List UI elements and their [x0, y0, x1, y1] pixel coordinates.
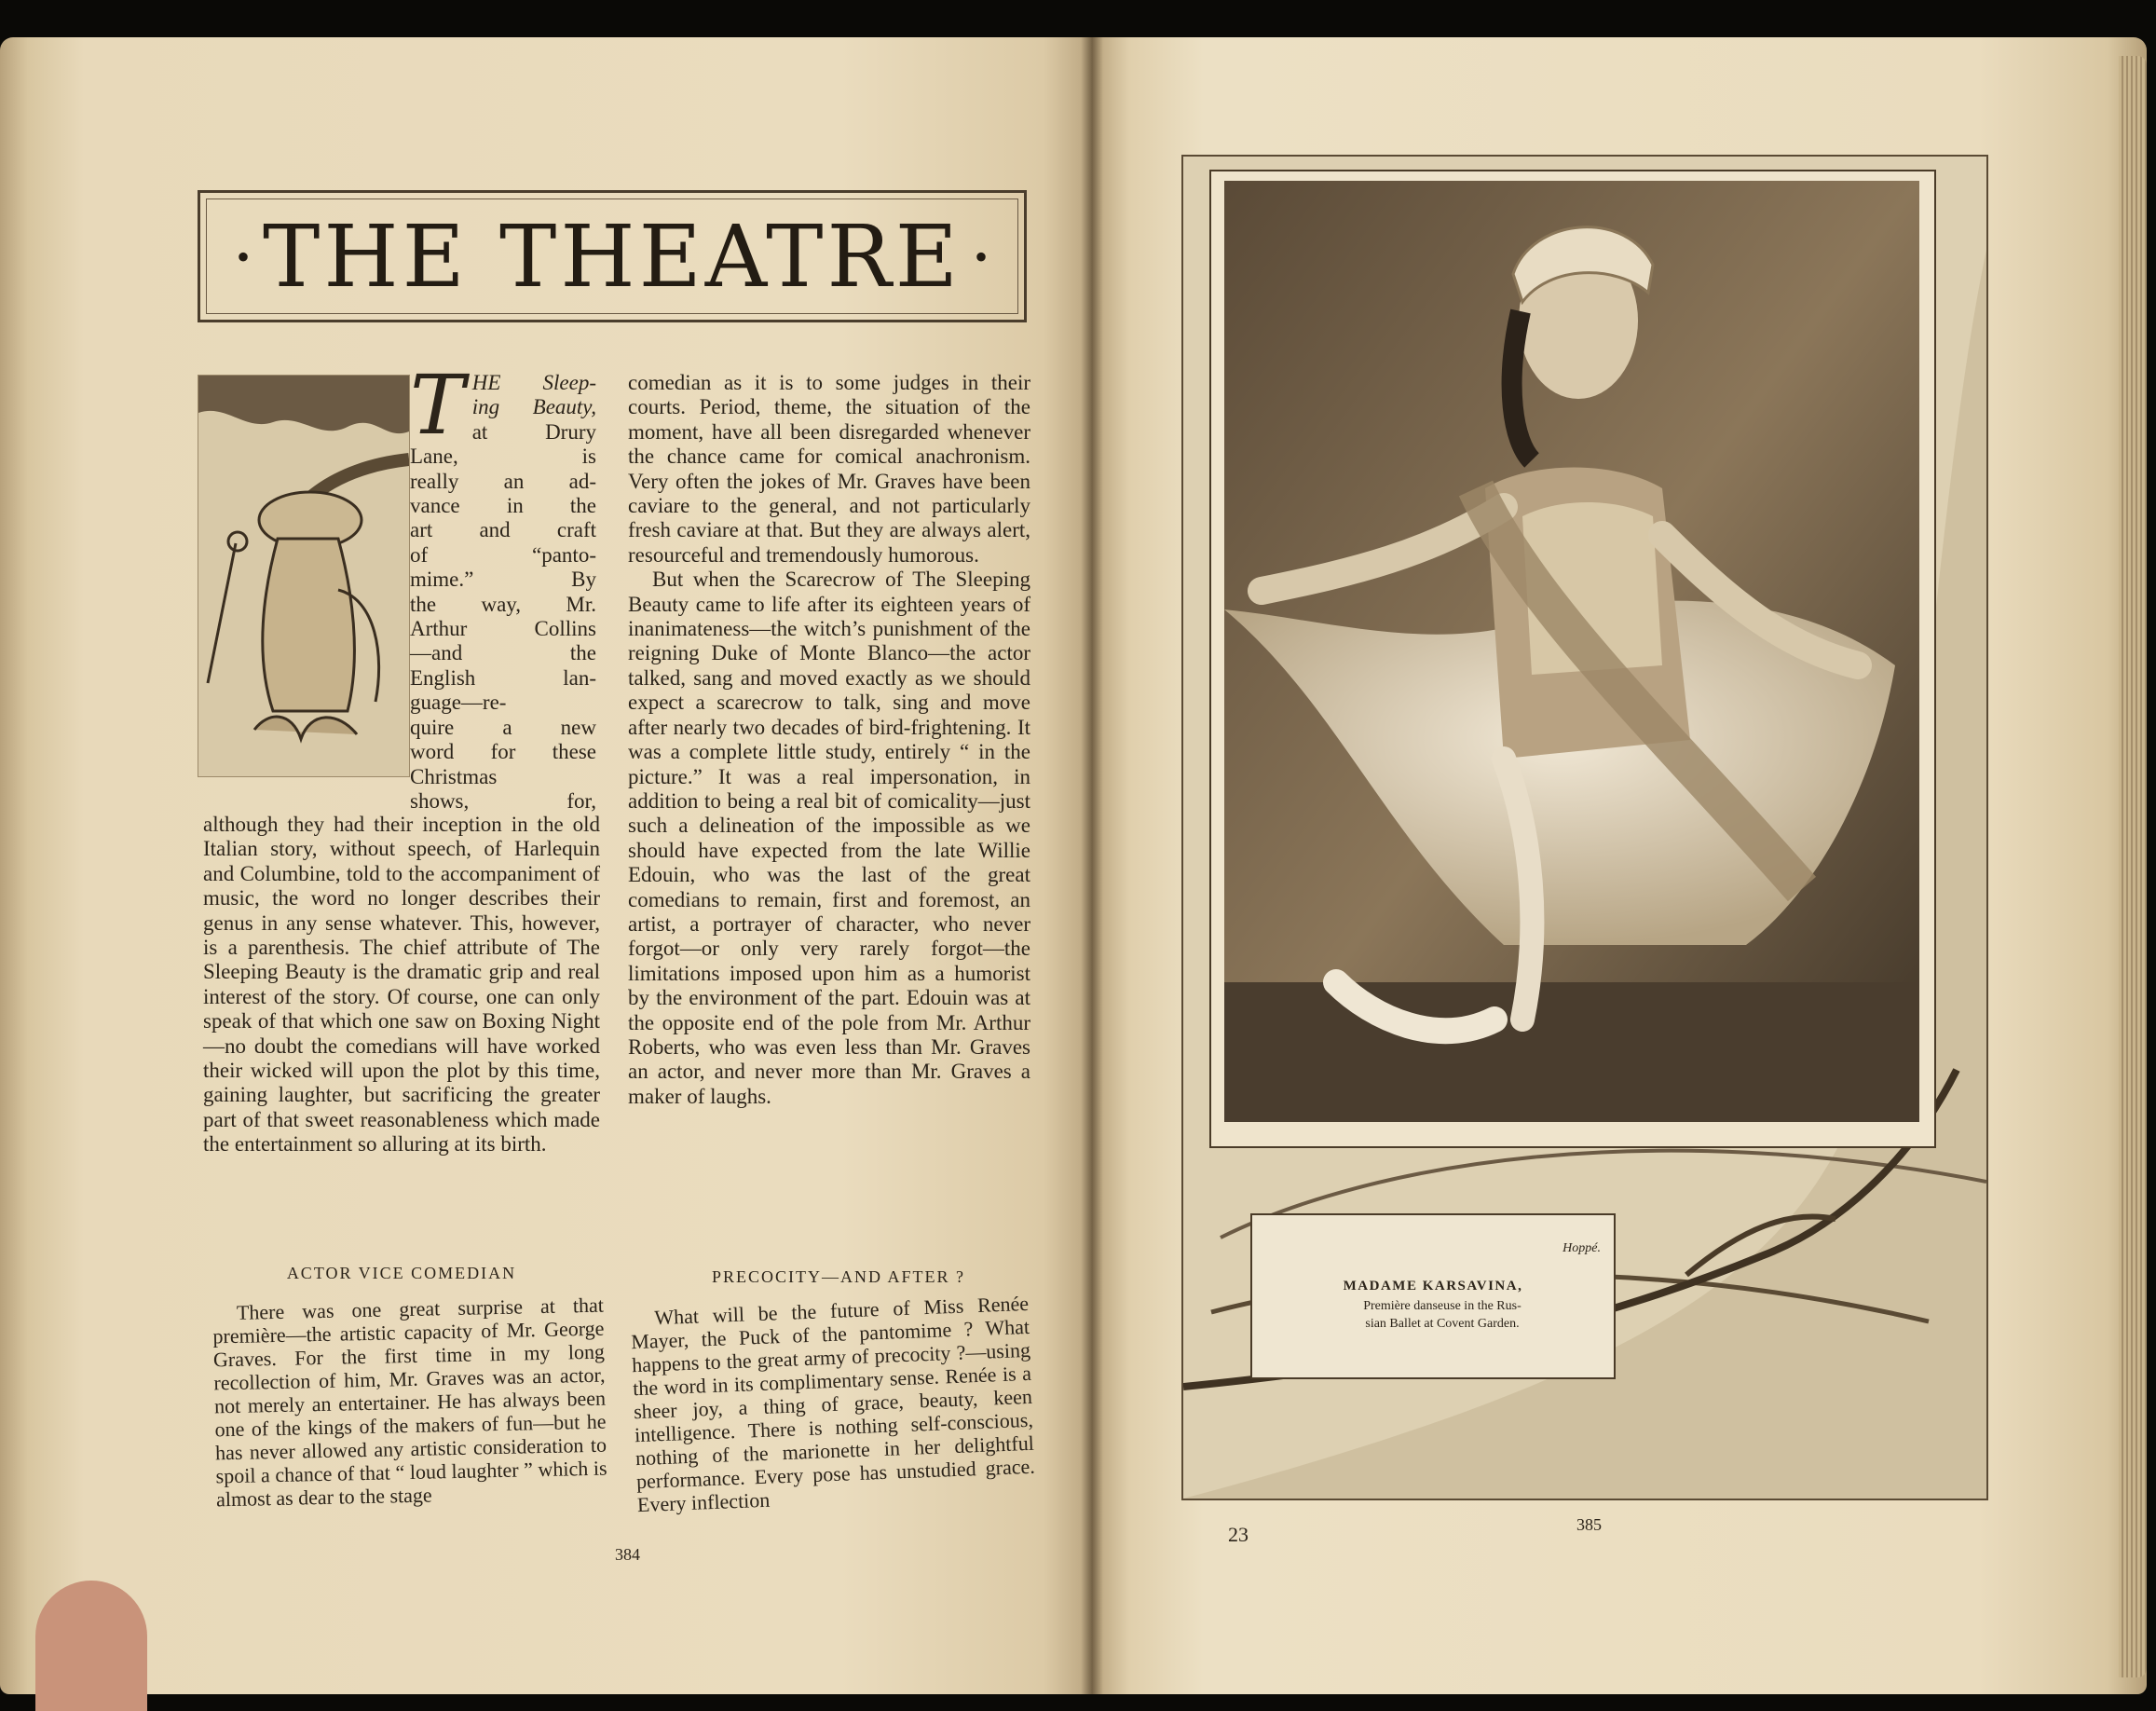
section-precocity — [630, 1292, 1036, 1516]
intro-line: ing Beauty, — [471, 395, 596, 419]
caption-description — [1308, 1297, 1576, 1333]
paragraph: What will be the future of Miss Renée Mayer, the Puck of the pantomime ? What happens to the great army of precocity ?—using the word in its complimentary sense. Renée is a sheer joy, a thing of grace, beauty, keen intelligence. There is nothing self-conscious, nothing of the marionette in her delightful performance. Every pose has unstudied grace. Every inflection — [630, 1291, 1036, 1517]
section-actor-vice-comedian — [212, 1294, 608, 1512]
masthead — [198, 190, 1027, 322]
intro-line: Arthur Collins — [410, 617, 596, 641]
drop-cap: T — [410, 357, 465, 453]
paragraph: There was one great surprise at that première—the artistic capacity of Mr. George Graves. For the first time in my long recollection of him, Mr. Graves was an actor, not merely an entertainer. He has always been one of the kings of the makers of fun—but he has never allowed any artistic consideration to spoil a chance of that “ loud laughter ” which is almost as dear to the stage — [212, 1293, 607, 1512]
paragraph: But when the Scarecrow of The Sleeping Beauty came to life after its eighteen years of inanimateness—the witch’s punishment of the reigning Duke of Monte Blanco—the actor talked, sang and moved exactly as we should expect a scarecrow to talk, sing and move after nearly two decades of bird-frightening. It was a complete little study, entirely “ in the picture.” It was a real impersonation, in addition to being a real bit of comicality—just such a delineation of the impossible as we should have expected from the late Willie Edouin, who was the last of the great comedians to remain, first and foremost, an artist, a portrayer of character, who never forgot—or only very rarely forgot—the limitations imposed upon him as a humorist by the environment of the part. Edouin was at the opposite end of the pole from Mr. Arthur Roberts, who was even less than Mr. Graves an actor, and never more than Mr. Graves a maker of laughs. — [628, 568, 1030, 1108]
intro-line: shows, for, — [410, 788, 596, 813]
intro-line: mime.” By — [410, 568, 596, 592]
page-number-right: 385 — [1576, 1515, 1602, 1534]
intro-line: HE Sleep- — [471, 371, 596, 394]
page-edges-right — [2119, 56, 2147, 1677]
section-heading: ACTOR VICE COMEDIAN — [286, 1264, 517, 1282]
intro-line: really an ad- — [410, 469, 596, 493]
ornament-dot-icon: • — [974, 235, 988, 278]
intro-line: at Drury — [471, 419, 596, 444]
caption-line: Première danseuse in the Rus- — [1363, 1299, 1521, 1313]
dancer-photograph — [1224, 181, 1919, 1122]
page-title: THE THEATRE — [263, 206, 962, 307]
ornament-dot-icon: • — [237, 235, 251, 278]
intro-line: quire a new — [410, 715, 596, 739]
paragraph: although they had their inception in the old Italian story, without speech, of Harlequin and Columbine, told to the accompaniment of music, the word no longer describes their genus in any sense whatever. This, however, is a parenthesis. The chief attribute of The Sleeping Beauty is the dramatic grip and real interest of the story. Of course, one can only speak of that which one saw on Boxing Night—no doubt the comedians will have worked their wicked will upon the plot by this time, gaining laughter, but sacrificing the greater part of that sweet reasonableness which made the entertainment so alluring at its birth. — [203, 813, 600, 1157]
plate-number: 23 — [1228, 1523, 1249, 1546]
intro-line: the way, Mr. — [410, 592, 596, 616]
photographer-credit: Hoppé. — [1562, 1241, 1601, 1255]
intro-line: word for these — [410, 740, 596, 764]
intro-line: vance in the — [410, 494, 596, 518]
intro-line: Christmas — [410, 764, 498, 788]
book-gutter — [1081, 37, 1103, 1694]
caption-line: sian Ballet at Covent Garden. — [1365, 1317, 1520, 1331]
caption-name: MADAME KARSAVINA, — [1343, 1279, 1523, 1294]
intro-line: guage—re- — [410, 691, 507, 715]
page-number-left: 384 — [615, 1545, 640, 1564]
section-heading: PRECOCITY—AND AFTER ? — [711, 1267, 965, 1286]
photo-caption — [1250, 1213, 1616, 1379]
intro-narrow-column — [410, 357, 596, 814]
intro-line: Lane, is — [410, 445, 596, 469]
intro-line: English lan- — [410, 665, 596, 690]
intro-continuation — [203, 813, 600, 1157]
column-two — [628, 371, 1030, 1109]
paragraph: comedian as it is to some judges in their courts. Period, theme, the situation of the moment, have all been disregarded whenever the chance came for comical anachronism. Very often the jokes of Mr. Graves have been caviare to the general, and not particularly fresh caviare at that. But they are always alert, resourceful and tremendously humorous. — [628, 371, 1030, 567]
intro-line: of “panto- — [410, 542, 596, 567]
scarecrow-illustration — [198, 375, 410, 777]
intro-line: art and craft — [410, 518, 596, 542]
intro-line: —and the — [410, 641, 596, 665]
reader-thumb — [35, 1581, 147, 1711]
